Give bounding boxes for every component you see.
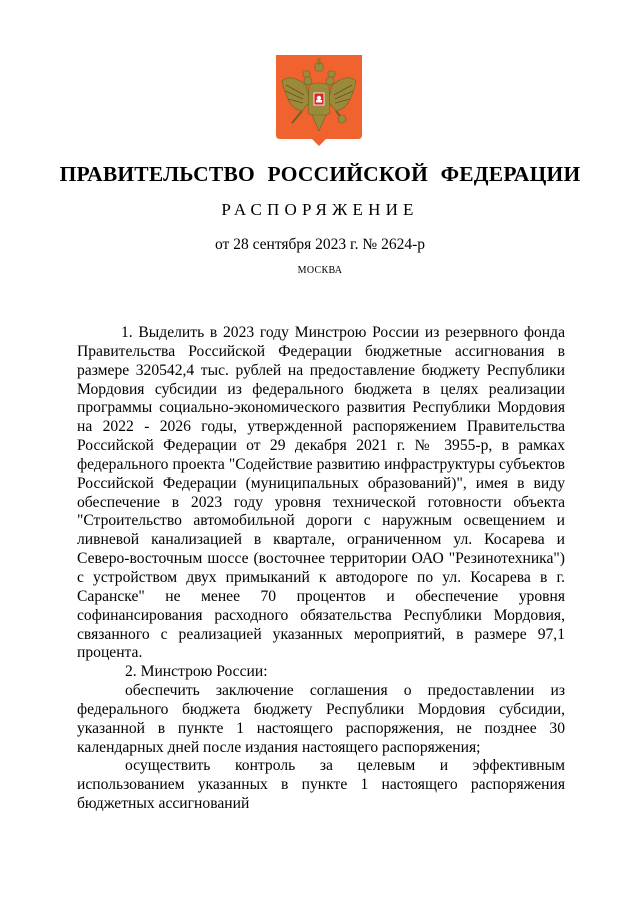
paragraph-2-item-2: осуществить контроль за целевым и эффективным использованием указанных в пункте 1 настоящего распоряжения бюджетных ассигнований — [77, 757, 565, 813]
document-body — [77, 324, 565, 814]
paragraph-1: 1. Выделить в 2023 году Минстрою России из резервного фонда Правительства Российской Федерации бюджетные ассигнования в размере 320542,4 тыс. рублей на предоставление бюджету Республики Мордовия субсидии из федерального бюджета в целях реализации программы социально-экономического развития Республики Мордовия на 2022 - 2026 годы, утвержденной распоряжением Правительства Российской Федерации от 29 декабря 2021 г. № 3955-р, в рамках федерального проекта "Содействие развитию инфраструктуры субъектов Российской Федерации (муниципальных образований)", имея в виду обеспечение в 2023 году уровня технической готовности объекта "Строительство автомобильной дороги с наружным освещением и ливневой канализацией в квартале, ограниченном ул. Косарева и Северо-восточным шоссе (восточнее территории ОАО "Резинотехника") с устройством двух примыканий к автодороге по ул. Косарева в г. Саранске" не менее 70 процентов и обеспечение уровня софинансирования расходного обязательства Республики Мордовия, связанного с реализацией указанных мероприятий, в размере 97,1 процента. — [77, 324, 565, 662]
document-date-number: от 28 сентября 2023 г. № 2624-р — [215, 236, 425, 253]
issuer-title: ПРАВИТЕЛЬСТВО РОССИЙСКОЙ ФЕДЕРАЦИИ — [59, 162, 581, 186]
document-city: МОСКВА — [297, 265, 343, 276]
paragraph-2-item-1: обеспечить заключение соглашения о предоставлении из федерального бюджета бюджету Республики Мордовия субсидии, указанной в пункте 1 настоящего распоряжения, не позднее 30 календарных дней после издания настоящего распоряжения; — [77, 682, 565, 756]
coat-of-arms-icon — [276, 55, 362, 146]
paragraph-2: 2. Минстрою России: — [125, 663, 268, 681]
document-type: РАСПОРЯЖЕНИЕ — [221, 200, 419, 219]
